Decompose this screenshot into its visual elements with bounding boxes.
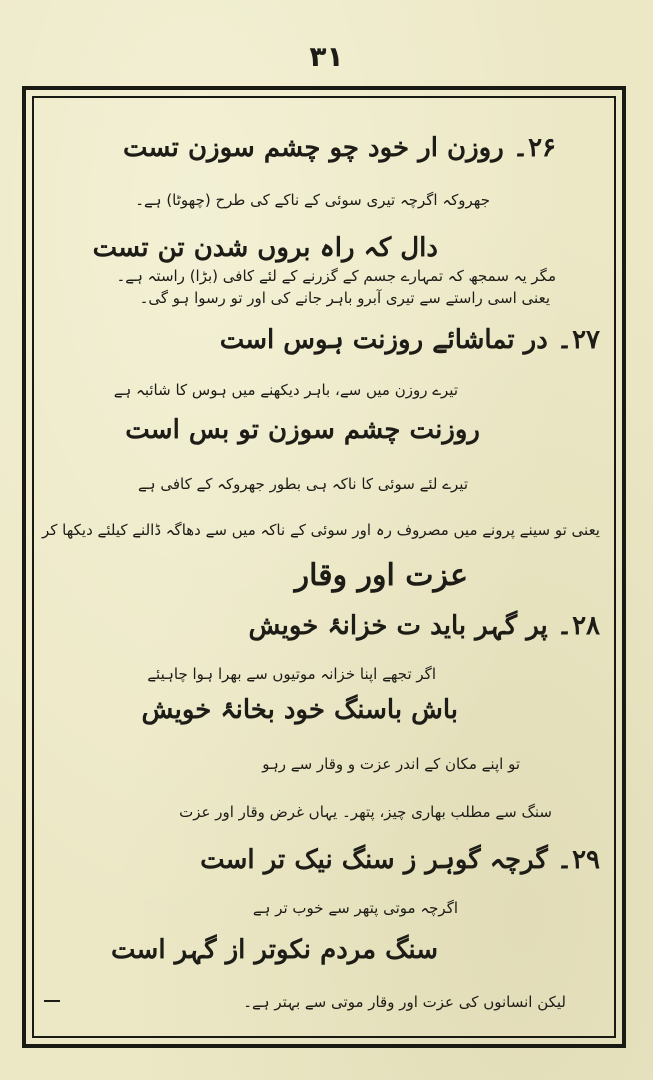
page-number: ۳۱ bbox=[309, 40, 344, 73]
translation-28-line-2: تو اپنے مکان کے اندر عزت و وقار سے رہو bbox=[262, 755, 520, 773]
translation-29-line-2: لیکن انسانوں کی عزت اور وقار موتی سے بہتر ہے۔ bbox=[243, 993, 566, 1011]
couplet-28-line-1: ۲۸۔ پر گہر باید ت خزانۂ خویش bbox=[248, 611, 600, 641]
couplet-26-line-2: دال کہ راہ بروں شدن تن تست bbox=[92, 233, 438, 263]
section-heading-izzat-aur-waqar: عزت اور وقار bbox=[294, 558, 468, 593]
translation-27-line-3: یعنی تو سینے پرونے میں مصروف رہ اور سوئی کے ناکہ میں سے دھاگہ ڈالنے کیلئے دیکھا کر bbox=[41, 521, 600, 539]
translation-26-line-2: مگر یہ سمجھ کہ تمہارے جسم کے گزرنے کے لئے کافی (بڑا) راستہ ہے۔ bbox=[116, 267, 556, 285]
couplet-29-line-1: ۲۹۔ گرچہ گوہر ز سنگ نیک تر است bbox=[200, 845, 600, 875]
translation-26-line-3: یعنی اسی راستے سے تیری آبرو باہر جانے کی اور تو رسوا ہو گی۔ bbox=[139, 289, 550, 307]
couplet-27-line-2: روزنت چشم سوزن تو بس است bbox=[125, 415, 480, 445]
page-content bbox=[40, 104, 608, 1030]
closing-dash bbox=[44, 1000, 60, 1002]
couplet-27-line-1: ۲۷۔ در تماشائے روزنت ہوس است bbox=[219, 325, 600, 355]
translation-29-line-1: اگرچہ موتی پتھر سے خوب تر ہے bbox=[252, 899, 458, 917]
translation-27-line-1: تیرے روزن میں سے، باہر دیکھنے میں ہوس کا شائبہ ہے bbox=[113, 381, 458, 399]
translation-28-line-1: اگر تجھے اپنا خزانہ موتیوں سے بھرا ہوا چاہیئے bbox=[147, 665, 436, 683]
translation-27-line-2: تیرے لئے سوئی کا ناکہ ہی بطور جھروکہ کے کافی ہے bbox=[137, 475, 468, 493]
couplet-28-line-2: باش باسنگ خود بخانۂ خویش bbox=[141, 695, 458, 725]
translation-28-line-3: سنگ سے مطلب بھاری چیز، پتھر۔ یہاں غرض وقار اور عزت bbox=[179, 803, 552, 821]
couplet-26-line-1: ۲۶۔ روزن ار خود چو چشم سوزن تست bbox=[122, 133, 556, 163]
couplet-29-line-2: سنگ مردم نکوتر از گہر است bbox=[111, 935, 438, 965]
translation-26-line-1: جھروکہ اگرچہ تیری سوئی کے ناکے کی طرح (چھوٹا) ہے۔ bbox=[135, 191, 490, 209]
